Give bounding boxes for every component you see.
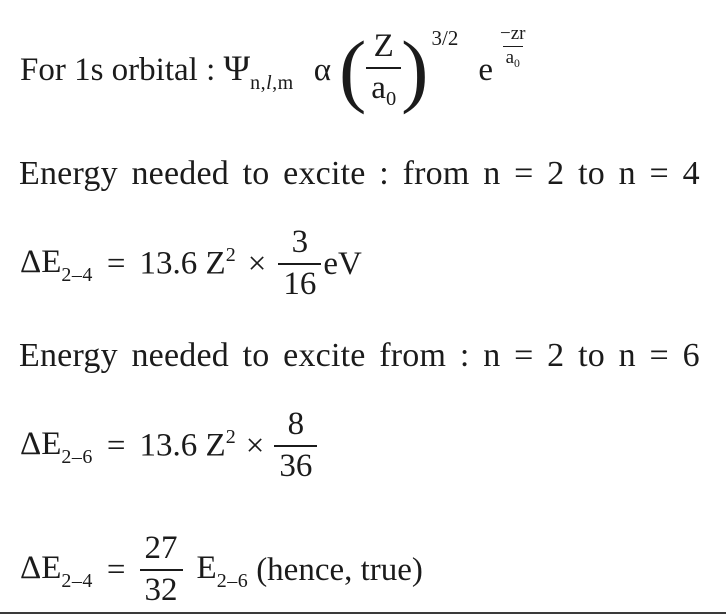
excite-2-to-4-text: Energy needed to excite : from n = 2 to n = 4	[19, 155, 700, 192]
z-squared-exponent: 2	[225, 426, 236, 449]
fraction-numerator: 27	[144, 530, 178, 567]
twentyseven-thirtyseconds-fraction	[140, 532, 183, 607]
unit-ev: eV	[323, 245, 362, 282]
delta-e-lhs: $\Delta E_{2-6}$	[20, 425, 93, 468]
excite-2-to-6-text: Energy needed to excite from : n = 2 to n = 6	[19, 337, 700, 374]
lhs-subscript: 2–4	[61, 569, 93, 592]
delta-e-2-6-equation	[20, 406, 317, 484]
psi-subscript: n,l,m	[250, 72, 294, 94]
multiply-sign: ×	[245, 427, 265, 464]
fraction-numerator: 8	[287, 406, 305, 443]
fraction-numerator: 3	[291, 224, 309, 261]
e-2-6-rhs: $E_{2-6}$	[196, 549, 249, 592]
three-halves-exponent: 3/2	[431, 26, 459, 50]
lhs-subscript: 2–6	[61, 445, 93, 468]
exp-denominator: $a_0$	[503, 46, 523, 70]
delta-e-lhs: $\Delta E_{2-4}$	[20, 243, 93, 286]
line-1s-orbital	[20, 22, 528, 118]
three-sixteenths-fraction	[278, 226, 321, 301]
multiply-sign: ×	[247, 245, 267, 282]
exp-numerator: −zr	[499, 23, 526, 44]
proportional-symbol: α	[313, 51, 331, 88]
orbital-prefix-text: For 1s orbital :	[20, 51, 224, 88]
eight-thirtysixths-fraction	[274, 408, 317, 483]
conclusion-equation	[20, 530, 423, 608]
hence-true-note: (hence, true)	[256, 551, 423, 588]
lhs-subscript: 2–4	[61, 263, 93, 286]
coefficient: 13.6 $Z^2$	[139, 244, 236, 282]
euler-e: e	[478, 51, 493, 88]
delta-e-lhs: $\Delta E_{2-4}$	[20, 549, 93, 592]
rhs-subscript: 2–6	[216, 569, 249, 592]
fraction-denominator: 36	[274, 445, 317, 484]
fraction-denominator: 16	[278, 263, 321, 302]
equals-sign: =	[106, 427, 126, 464]
e-exponent-fraction	[497, 24, 528, 69]
delta-e-2-4-equation	[20, 224, 362, 302]
equals-sign: =	[106, 245, 126, 282]
fraction-numerator: Z	[373, 28, 394, 65]
close-paren: )	[401, 24, 429, 115]
fraction-denominator: $a_0$	[366, 67, 401, 110]
coefficient: 13.6 $Z^2$	[139, 426, 236, 464]
psi-symbol: Ψ	[223, 48, 251, 88]
open-paren: (	[338, 24, 367, 115]
z-squared-exponent: 2	[225, 244, 236, 267]
z-over-a0-fraction	[366, 30, 401, 109]
equals-sign: =	[106, 551, 126, 588]
psi-symbol-group	[224, 47, 294, 93]
fraction-denominator: 32	[140, 569, 183, 608]
